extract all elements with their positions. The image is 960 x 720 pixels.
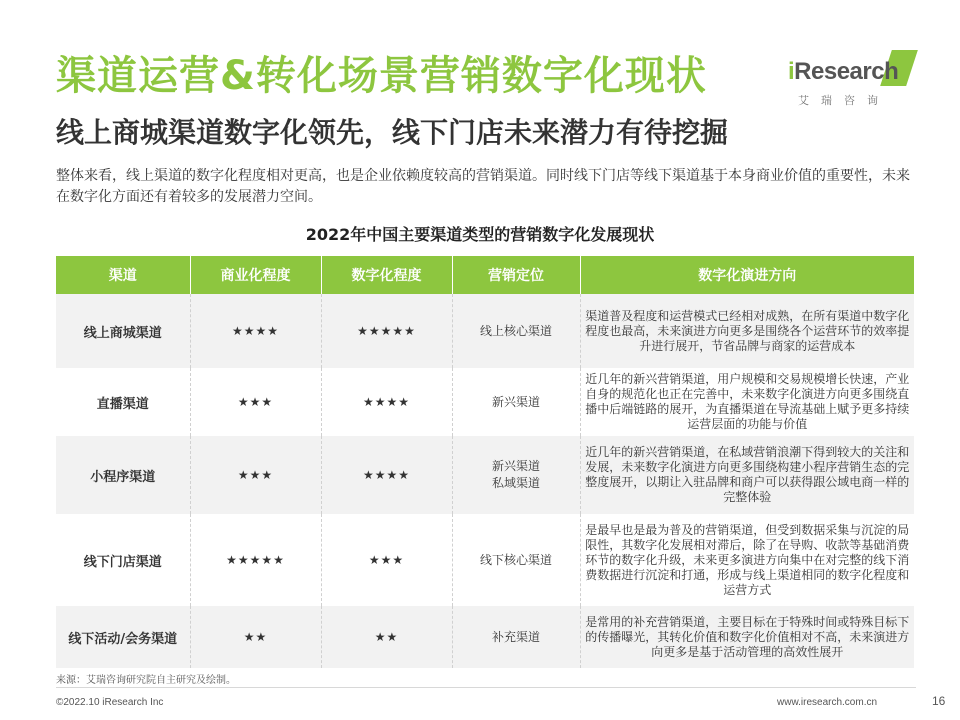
source-note: 来源：艾瑞咨询研究院自主研究及绘制。 [56,675,236,686]
direction-cell: 近几年的新兴营销渠道，用户规模和交易规模增长快速，产业自身的规范化也正在完善中，未来数字化演进方向更多围绕直播中后端链路的展开，为直播渠道在导流基础上赋予更多持续运营层面的功能与价值 [580,368,914,436]
page-number: 16 [932,694,946,708]
position-cell: 线上核心渠道 [452,294,580,368]
table-row [56,368,914,436]
intro-paragraph: 整体来看，线上渠道的数字化程度相对更高，也是企业依赖度较高的营销渠道。同时线下门店等线下渠道基于本身商业价值的重要性，未来在数字化方面还有着较多的发展潜力空间。 [56,168,910,205]
copyright-text: ©2022.10 iResearch Inc [56,697,164,708]
direction-cell: 是常用的补充营销渠道，主要目标在于特殊时间或特殊目标下的传播曝光，其转化价值和数字化价值相对不高，未来演进方向更多是基于活动管理的高效性展开 [580,606,914,668]
channel-cell: 直播渠道 [56,368,190,436]
commercial-rating: ★★★ [190,368,321,436]
header-digital: 数字化程度 [321,256,452,294]
logo-chinese-name: 艾瑞咨询 [798,94,890,107]
commercial-rating: ★★★★★ [190,514,321,606]
table-header-row [56,256,914,294]
digital-rating: ★★★★★ [321,294,452,368]
commercial-rating: ★★★★ [190,294,321,368]
table-row [56,294,914,368]
page-subtitle: 线上商城渠道数字化领先，线下门店未来潜力有待挖掘 [56,116,729,149]
position-cell: 线下核心渠道 [452,514,580,606]
commercial-rating: ★★ [190,606,321,668]
header-channel: 渠道 [56,256,190,294]
header-position: 营销定位 [452,256,580,294]
position-cell: 新兴渠道 [452,368,580,436]
commercial-rating: ★★★ [190,436,321,514]
channel-cell: 线上商城渠道 [56,294,190,368]
page-title: 渠道运营&转化场景营销数字化现状 [56,53,707,99]
table-row [56,606,914,668]
digital-rating: ★★★★ [321,436,452,514]
footer-divider [56,687,916,688]
direction-cell: 近几年的新兴营销渠道，在私域营销浪潮下得到较大的关注和发展，未来数字化演进方向更多围绕构建小程序营销生态的完整度展开，以期让入驻品牌和商户可以获得跟公域电商一样的完整体验 [580,436,914,514]
channel-table [56,256,914,668]
table-row [56,514,914,606]
position-cell: 补充渠道 [452,606,580,668]
direction-cell: 是最早也是最为普及的营销渠道，但受到数据采集与沉淀的局限性，其数字化发展相对滞后，除了在导购、收款等基础消费环节的数字化升级，未来更多演进方向集中在对完整的线下消费数据进行沉淀和打通，形成与线上渠道相同的数字化程度和运营方式 [580,514,914,606]
iresearch-logo [780,50,920,112]
website-link[interactable]: www.iresearch.com.cn [777,697,878,708]
digital-rating: ★★ [321,606,452,668]
table-title: 2022年中国主要渠道类型的营销数字化发展现状 [305,225,655,244]
table-row [56,436,914,514]
logo-wordmark: iResearch [788,58,899,85]
header-commercial: 商业化程度 [190,256,321,294]
digital-rating: ★★★ [321,514,452,606]
channel-cell: 线下活动/会务渠道 [56,606,190,668]
direction-cell: 渠道普及程度和运营模式已经相对成熟，在所有渠道中数字化程度也最高，未来演进方向更多是围绕各个运营环节的效率提升进行展开，节省品牌与商家的运营成本 [580,294,914,368]
channel-cell: 线下门店渠道 [56,514,190,606]
header-direction: 数字化演进方向 [580,256,914,294]
digital-rating: ★★★★ [321,368,452,436]
position-cell: 新兴渠道 私域渠道 [452,436,580,514]
channel-cell: 小程序渠道 [56,436,190,514]
